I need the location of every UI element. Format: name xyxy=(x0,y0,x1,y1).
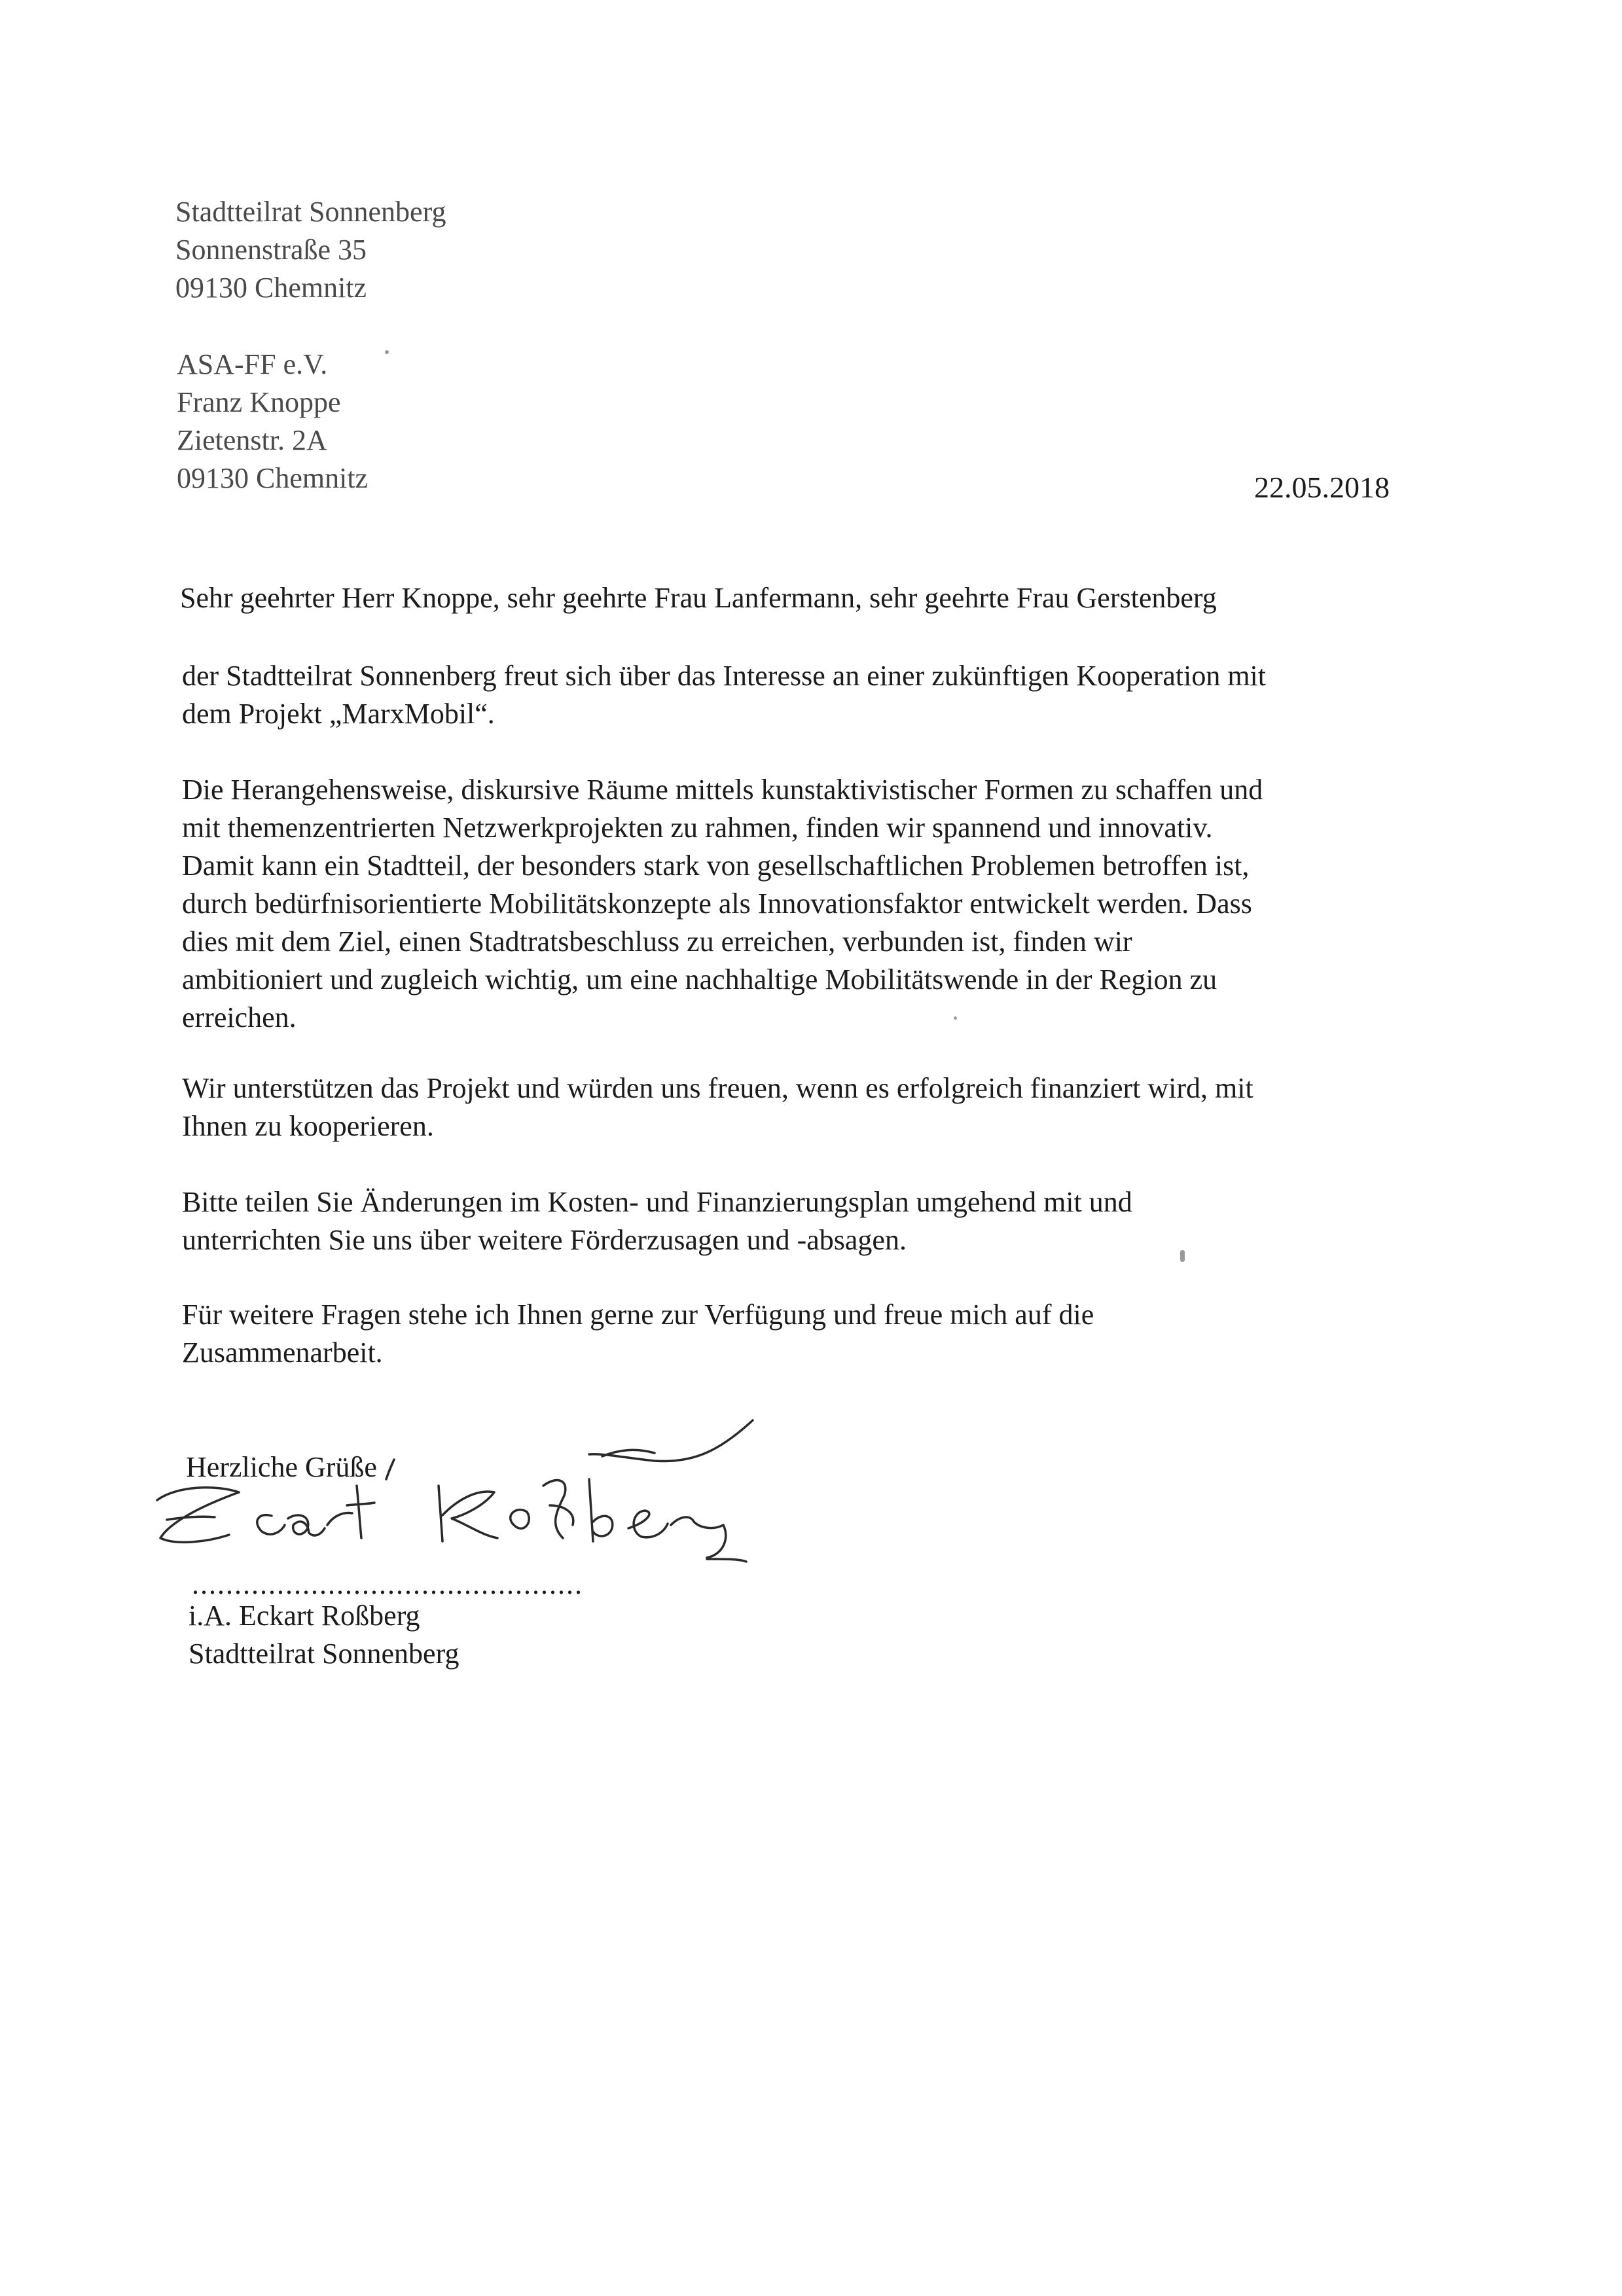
sender-street: Sonnenstraße 35 xyxy=(175,234,367,266)
paragraph-line: dies mit dem Ziel, einen Stadtratsbeschluss zu erreichen, verbunden ist, finden wir xyxy=(182,925,1132,958)
sender-name: Stadtteilrat Sonnenberg xyxy=(175,196,446,228)
signer-block xyxy=(189,1597,459,1673)
paragraph-line: Zusammenarbeit. xyxy=(182,1336,383,1369)
sender-address xyxy=(175,193,446,307)
scan-speck xyxy=(1180,1250,1185,1262)
paragraph-1 xyxy=(182,657,1439,733)
paragraph-line: dem Projekt „MarxMobil“. xyxy=(182,698,495,730)
paragraph-line: Bitte teilen Sie Änderungen im Kosten- und Finanzierungsplan umgehend mit und xyxy=(182,1186,1132,1218)
letter-date: 22.05.2018 xyxy=(1254,471,1390,504)
paragraph-line: mit themenzentrierten Netzwerkprojekten zu rahmen, finden wir spannend und innovativ. xyxy=(182,812,1213,844)
paragraph-2 xyxy=(182,771,1439,1037)
paragraph-line: Damit kann ein Stadtteil, der besonders stark von gesellschaftlichen Problemen betroffen ist, xyxy=(182,850,1250,882)
sender-city: 09130 Chemnitz xyxy=(175,272,367,304)
recipient-city: 09130 Chemnitz xyxy=(177,462,369,494)
recipient-address xyxy=(177,346,368,497)
paragraph-line: Für weitere Fragen stehe ich Ihnen gerne zur Verfügung und freue mich auf die xyxy=(182,1299,1094,1331)
salutation xyxy=(180,579,1217,617)
scan-speck xyxy=(385,350,389,354)
paragraph-line: der Stadtteilrat Sonnenberg freut sich über das Interesse an einer zukünftigen Kooperation mit xyxy=(182,660,1266,692)
signer-name: i.A. Eckart Roßberg xyxy=(189,1600,420,1632)
paragraph-3 xyxy=(182,1069,1439,1145)
recipient-org: ASA-FF e.V. xyxy=(177,348,328,380)
scan-speck xyxy=(954,1016,957,1020)
recipient-name: Franz Knoppe xyxy=(177,386,341,418)
signer-org: Stadtteilrat Sonnenberg xyxy=(189,1638,460,1670)
paragraph-line: durch bedürfnisorientierte Mobilitätskonzepte als Innovationsfaktor entwickelt werden. Dass xyxy=(182,888,1252,920)
signature-dotted-line: .............................................. xyxy=(192,1568,583,1600)
paragraph-line: Die Herangehensweise, diskursive Räume mittels kunstaktivistischer Formen zu schaffen und xyxy=(182,774,1263,806)
paragraph-line: Wir unterstützen das Projekt und würden uns freuen, wenn es erfolgreich finanziert wird, mit xyxy=(182,1072,1253,1104)
paragraph-5 xyxy=(182,1296,1439,1372)
recipient-street: Zietenstr. 2A xyxy=(177,424,327,456)
paragraph-line: erreichen. xyxy=(182,1001,297,1033)
salutation-text: Sehr geehrter Herr Knoppe, sehr geehrte Frau Lanfermann, sehr geehrte Frau Gerstenberg xyxy=(180,582,1217,614)
paragraph-line: Ihnen zu kooperieren. xyxy=(182,1110,434,1142)
paragraph-4 xyxy=(182,1183,1439,1259)
closing-greeting: Herzliche Grüße xyxy=(186,1451,377,1483)
paragraph-line: ambitioniert und zugleich wichtig, um eine nachhaltige Mobilitätswende in der Region zu xyxy=(182,963,1217,996)
paragraph-line: unterrichten Sie uns über weitere Förderzusagen und -absagen. xyxy=(182,1224,907,1256)
